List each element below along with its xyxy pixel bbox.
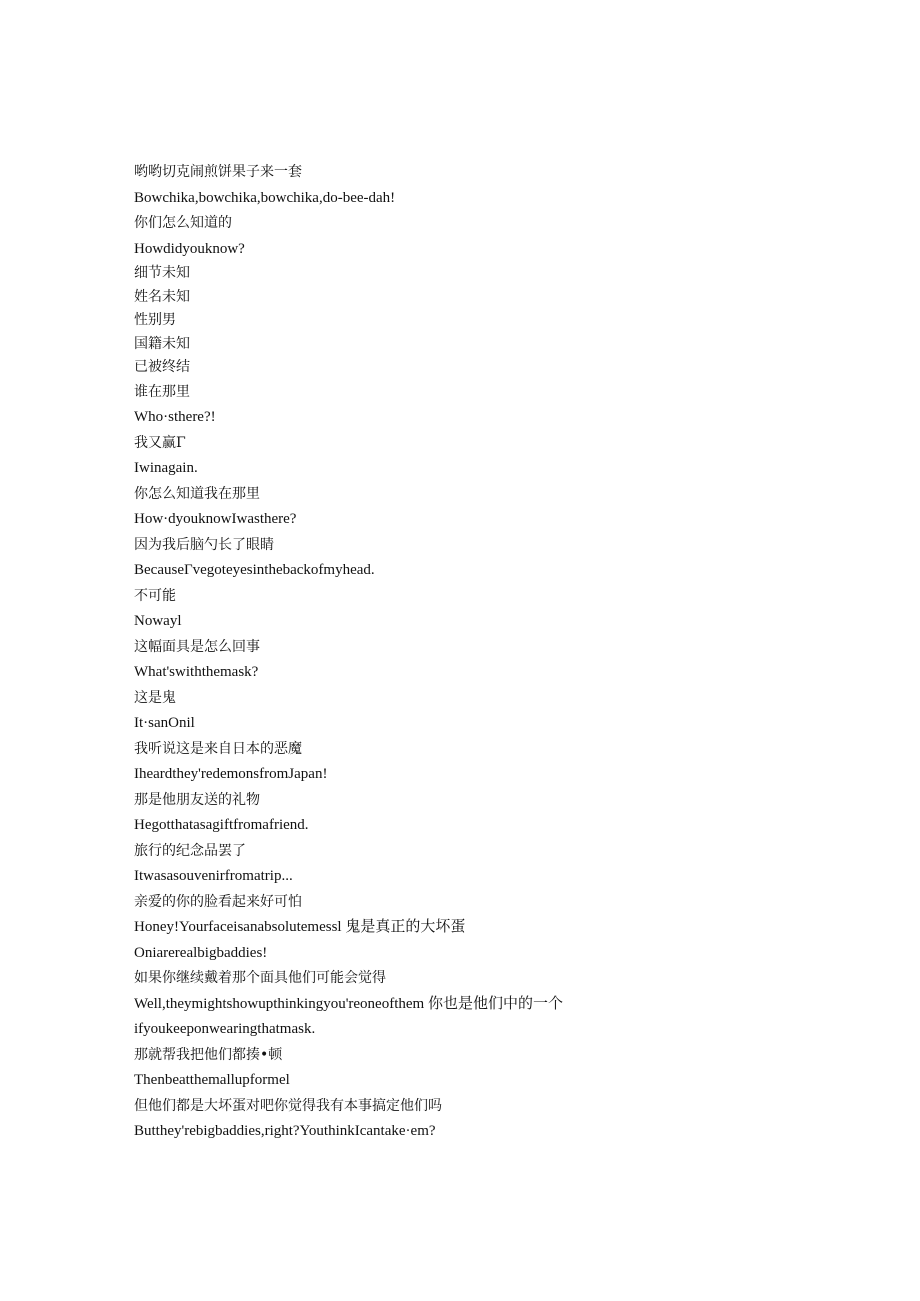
text-line: Howdidyouknow? (134, 240, 245, 257)
text-line: Itwasasouvenirfromatrip... (134, 868, 293, 885)
text-line: Well,theymightshowupthinkingyou'reoneofthem 你也是他们中的一个 (134, 995, 563, 1012)
text-line: 姓名未知 (134, 288, 190, 305)
text-line: How·dyouknowIwasthere? (134, 511, 297, 528)
text-line: 已被终结 (134, 359, 190, 376)
text-line: 谁在那里 (134, 383, 190, 400)
text-line: 那是他朋友送的礼物 (134, 791, 260, 808)
text-line: Oniarerealbigbaddies! (134, 944, 268, 961)
text-line: Nowayl (134, 613, 182, 630)
text-line: 我又赢Γ (134, 434, 186, 451)
text-line: 性别男 (134, 312, 176, 329)
text-line: Hegotthatasagiftfromafriend. (134, 817, 309, 834)
text-line: Butthey'rebigbaddies,right?YouthinkIcantake·em? (134, 1123, 436, 1140)
subtitle-transcript (134, 160, 834, 1145)
text-line: 你怎么知道我在那里 (134, 485, 260, 502)
text-line: BecauseΓvegoteyesinthebackofmyhead. (134, 562, 375, 579)
text-line: 细节未知 (134, 265, 190, 281)
text-line: Iwinagain. (134, 460, 198, 477)
text-line: 这幅面具是怎么回事 (134, 638, 260, 655)
text-line: ifyoukeeponwearingthatmask. (134, 1021, 316, 1038)
text-line: Bowchika,bowchika,bowchika,do-bee-dah! (134, 189, 396, 206)
text-line: 因为我后脑勺长了眼睛 (134, 536, 274, 553)
text-line: It·sanOnil (134, 715, 195, 732)
text-line: 国籍未知 (134, 335, 190, 352)
text-line: What'swiththemask? (134, 664, 259, 681)
text-line: 旅行的纪念品罢了 (134, 842, 246, 859)
text-line: 但他们都是大坏蛋对吧你觉得我有本事搞定他们吗 (134, 1097, 442, 1114)
text-line: Thenbeatthemallupformel (134, 1072, 290, 1089)
text-line: Iheardthey'redemonsfromJapan! (134, 766, 328, 783)
text-line: 如果你继续戴着那个面具他们可能会觉得 (134, 970, 386, 987)
text-line: 亲爱的你的脸看起来好可怕 (134, 893, 302, 910)
text-line: 你们怎么知道的 (134, 215, 232, 231)
text-line: Who·sthere?! (134, 409, 216, 426)
text-line: 这是鬼 (134, 689, 176, 706)
text-line: 哟哟切克闹煎饼果子来一套 (134, 164, 302, 180)
text-line: 我听说这是来自日本的恶魔 (134, 740, 302, 757)
text-line: 不可能 (134, 587, 176, 604)
text-line: Honey!Yourfaceisanabsolutemessl 鬼是真正的大坏蛋 (134, 919, 466, 936)
text-line: 那就帮我把他们都揍•顿 (134, 1046, 283, 1063)
